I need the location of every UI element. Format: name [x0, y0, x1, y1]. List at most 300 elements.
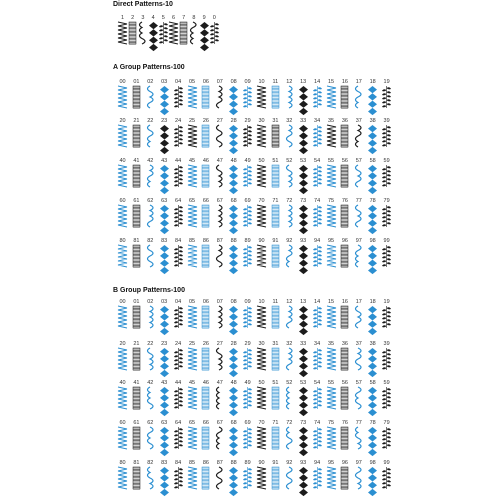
pattern-number: 48 [230, 158, 237, 164]
stitch-pattern-icon [144, 125, 157, 147]
stitch-pattern-icon [297, 205, 310, 227]
stitch-pattern-icon [283, 205, 296, 227]
stitch-pattern-icon [186, 467, 199, 489]
stitch-pattern-icon [352, 165, 365, 187]
pattern-number: 84 [175, 460, 182, 466]
stitch-pattern-icon [366, 467, 379, 489]
pattern-number: 96 [341, 460, 348, 466]
pattern-number: 19 [383, 299, 390, 305]
pattern-number: 86 [202, 460, 209, 466]
pattern-number: 01 [133, 299, 140, 305]
stitch-pattern-icon [172, 125, 185, 147]
stitch-pattern-icon [241, 306, 254, 328]
stitch-pattern-icon [144, 205, 157, 227]
pattern-number: 97 [355, 460, 362, 466]
stitch-pattern-icon [283, 165, 296, 187]
pattern-number: 61 [133, 198, 140, 204]
stitch-pattern-icon [241, 125, 254, 147]
pattern-number: 78 [369, 420, 376, 426]
pattern-number: 79 [383, 420, 390, 426]
stitch-pattern-icon [297, 165, 310, 187]
stitch-pattern-icon [325, 245, 338, 267]
stitch-pattern-icon [338, 467, 351, 489]
pattern-number: 33 [300, 118, 307, 124]
stitch-pattern-icon [325, 348, 338, 370]
pattern-number: 81 [133, 238, 140, 244]
stitch-pattern-icon [352, 306, 365, 328]
pattern-number: 30 [258, 341, 265, 347]
stitch-pattern-icon [186, 86, 199, 108]
pattern-number: 47 [216, 158, 223, 164]
stitch-pattern-icon [130, 205, 143, 227]
pattern-number: 81 [133, 460, 140, 466]
pattern-number: 13 [300, 299, 307, 305]
stitch-pattern-icon [380, 165, 393, 187]
stitch-pattern-icon [338, 125, 351, 147]
stitch-pattern-icon [311, 125, 324, 147]
stitch-pattern-icon [325, 467, 338, 489]
pattern-number: 94 [314, 460, 321, 466]
stitch-pattern-icon [269, 205, 282, 227]
stitch-pattern-icon [338, 245, 351, 267]
pattern-number: 78 [369, 198, 376, 204]
pattern-number: 15 [327, 79, 335, 85]
pattern-number: 91 [272, 238, 279, 244]
group-b-title: B Group Patterns-100 [113, 287, 185, 294]
stitch-pattern-icon [186, 427, 199, 449]
pattern-number: 15 [327, 299, 335, 305]
pattern-number: 63 [161, 420, 168, 426]
pattern-number: 84 [175, 238, 182, 244]
stitch-pattern-icon [172, 348, 185, 370]
stitch-pattern-icon [255, 427, 268, 449]
stitch-pattern-icon [338, 306, 351, 328]
stitch-pattern-icon [366, 387, 379, 409]
stitch-pattern-icon [269, 387, 282, 409]
pattern-number: 58 [369, 158, 376, 164]
pattern-number: 50 [258, 158, 265, 164]
stitch-pattern-icon [311, 387, 324, 409]
pattern-number: 37 [355, 118, 362, 124]
pattern-number: 09 [244, 79, 251, 85]
pattern-number: 43 [161, 380, 168, 386]
pattern-number: 87 [216, 238, 223, 244]
pattern-number: 0 [212, 15, 216, 21]
stitch-pattern-icon [213, 205, 226, 227]
pattern-number: 63 [161, 198, 168, 204]
pattern-number: 05 [188, 299, 196, 305]
stitch-pattern-icon [283, 427, 296, 449]
pattern-number: 28 [230, 341, 237, 347]
pattern-number: 98 [369, 460, 376, 466]
pattern-number: 67 [216, 198, 223, 204]
pattern-number: 65 [188, 420, 196, 426]
pattern-number: 49 [244, 380, 251, 386]
pattern-number: 90 [258, 460, 265, 466]
stitch-pattern-icon [366, 86, 379, 108]
pattern-number: 31 [272, 118, 279, 124]
pattern-number: 25 [188, 341, 196, 347]
pattern-number: 95 [327, 238, 335, 244]
stitch-pattern-icon [380, 306, 393, 328]
stitch-pattern-icon [158, 125, 171, 147]
stitch-pattern-icon [130, 125, 143, 147]
pattern-number: 38 [369, 118, 376, 124]
stitch-pattern-icon [172, 467, 185, 489]
stitch-pattern-icon [144, 86, 157, 108]
stitch-pattern-icon [130, 245, 143, 267]
pattern-number: 75 [327, 420, 335, 426]
stitch-pattern-icon [269, 306, 282, 328]
pattern-number: 21 [133, 118, 140, 124]
pattern-number: 06 [202, 79, 209, 85]
stitch-pattern-icon [241, 427, 254, 449]
pattern-number: 73 [300, 420, 307, 426]
pattern-number: 60 [119, 198, 126, 204]
stitch-pattern-icon [366, 205, 379, 227]
stitch-pattern-icon [199, 387, 212, 409]
pattern-number: 68 [230, 198, 237, 204]
pattern-number: 10 [258, 299, 265, 305]
pattern-number: 07 [216, 299, 223, 305]
stitch-pattern-icon [199, 467, 212, 489]
pattern-number: 59 [383, 158, 390, 164]
stitch-pattern-icon [255, 467, 268, 489]
stitch-pattern-icon [227, 125, 240, 147]
pattern-number: 66 [202, 420, 209, 426]
stitch-pattern-icon [158, 427, 171, 449]
pattern-number: 05 [188, 79, 196, 85]
pattern-number: 76 [341, 420, 348, 426]
stitch-pattern-icon [380, 245, 393, 267]
pattern-number: 03 [161, 299, 168, 305]
pattern-number: 11 [272, 79, 279, 85]
stitch-pattern-icon [297, 348, 310, 370]
pattern-number: 10 [258, 79, 265, 85]
stitch-pattern-icon [213, 245, 226, 267]
pattern-number: 90 [258, 238, 265, 244]
stitch-pattern-icon [130, 467, 143, 489]
group-a-title: A Group Patterns-100 [113, 64, 185, 71]
pattern-number: 14 [314, 79, 321, 85]
pattern-number: 36 [341, 341, 348, 347]
pattern-number: 44 [175, 158, 182, 164]
pattern-number: 51 [272, 158, 279, 164]
pattern-number: 32 [286, 341, 293, 347]
stitch-pattern-icon [352, 348, 365, 370]
stitch-pattern-icon [241, 467, 254, 489]
stitch-pattern-icon [116, 86, 129, 108]
stitch-pattern-icon [255, 125, 268, 147]
stitch-pattern-icon [366, 306, 379, 328]
stitch-pattern-icon [241, 205, 254, 227]
pattern-number: 83 [161, 238, 168, 244]
pattern-number: 92 [286, 460, 293, 466]
pattern-number: 08 [230, 79, 237, 85]
pattern-number: 26 [202, 341, 209, 347]
pattern-number: 59 [383, 380, 390, 386]
pattern-number: 19 [383, 79, 390, 85]
pattern-number: 23 [161, 118, 168, 124]
stitch-pattern-icon [130, 348, 143, 370]
pattern-number: 99 [383, 460, 390, 466]
stitch-pattern-icon [172, 165, 185, 187]
stitch-pattern-icon [338, 387, 351, 409]
stitch-pattern-icon [380, 86, 393, 108]
pattern-number: 12 [286, 299, 293, 305]
stitch-pattern-icon [338, 86, 351, 108]
pattern-number: 72 [286, 198, 293, 204]
pattern-number: 54 [314, 158, 321, 164]
stitch-pattern-icon [352, 467, 365, 489]
pattern-number: 61 [133, 420, 140, 426]
pattern-number: 27 [216, 341, 223, 347]
stitch-pattern-icon [338, 348, 351, 370]
stitch-pattern-icon [158, 165, 171, 187]
pattern-number: 32 [286, 118, 293, 124]
pattern-number: 7 [182, 15, 186, 21]
pattern-number: 34 [314, 341, 321, 347]
pattern-number: 87 [216, 460, 223, 466]
stitch-pattern-icon [144, 165, 157, 187]
stitch-pattern-icon [213, 86, 226, 108]
pattern-number: 62 [147, 198, 154, 204]
stitch-pattern-icon [158, 306, 171, 328]
pattern-number: 39 [383, 341, 390, 347]
pattern-number: 46 [202, 380, 209, 386]
stitch-pattern-icon [213, 387, 226, 409]
pattern-number: 43 [161, 158, 168, 164]
stitch-pattern-icon [172, 86, 185, 108]
pattern-number: 09 [244, 299, 251, 305]
pattern-number: 42 [147, 158, 154, 164]
stitch-pattern-icon [255, 165, 268, 187]
stitch-pattern-icon [241, 348, 254, 370]
pattern-number: 72 [286, 420, 293, 426]
stitch-pattern-icon [283, 245, 296, 267]
stitch-pattern-icon [338, 165, 351, 187]
pattern-number: 52 [286, 158, 293, 164]
stitch-pattern-icon [213, 467, 226, 489]
pattern-number: 20 [119, 341, 126, 347]
stitch-pattern-icon [172, 205, 185, 227]
pattern-number: 67 [216, 420, 223, 426]
stitch-pattern-icon [255, 86, 268, 108]
pattern-number: 44 [175, 380, 182, 386]
stitch-pattern-icon [297, 125, 310, 147]
pattern-number: 00 [119, 79, 126, 85]
stitch-pattern-icon [297, 427, 310, 449]
stitch-pattern-icon [366, 165, 379, 187]
pattern-number: 08 [230, 299, 237, 305]
pattern-number: 82 [147, 238, 154, 244]
pattern-number: 75 [327, 198, 335, 204]
pattern-number: 54 [314, 380, 321, 386]
stitch-pattern-icon [130, 86, 143, 108]
pattern-number: 50 [258, 380, 265, 386]
stitch-pattern-icon [380, 125, 393, 147]
stitch-pattern-icon [116, 205, 129, 227]
pattern-number: 36 [341, 118, 348, 124]
stitch-pattern-icon [352, 245, 365, 267]
pattern-number: 74 [314, 198, 321, 204]
pattern-number: 64 [175, 420, 182, 426]
pattern-number: 30 [258, 118, 265, 124]
stitch-pattern-icon [227, 165, 240, 187]
pattern-number: 25 [188, 118, 196, 124]
stitch-pattern-icon [366, 427, 379, 449]
pattern-number: 02 [147, 299, 154, 305]
pattern-number: 76 [341, 198, 348, 204]
stitch-pattern-icon [213, 125, 226, 147]
pattern-number: 03 [161, 79, 168, 85]
stitch-pattern-icon [255, 245, 268, 267]
pattern-number: 35 [327, 118, 335, 124]
stitch-pattern-icon [227, 467, 240, 489]
pattern-number: 42 [147, 380, 154, 386]
pattern-number: 70 [258, 198, 265, 204]
stitch-pattern-icon [297, 467, 310, 489]
stitch-pattern-icon [144, 348, 157, 370]
stitch-pattern-icon [352, 125, 365, 147]
pattern-number: 2 [131, 15, 135, 21]
stitch-pattern-icon [325, 306, 338, 328]
stitch-pattern-icon [213, 348, 226, 370]
stitch-pattern-icon [172, 427, 185, 449]
stitch-pattern-icon [199, 205, 212, 227]
pattern-number: 28 [230, 118, 237, 124]
pattern-number: 71 [272, 198, 279, 204]
stitch-pattern-icon [325, 86, 338, 108]
stitch-pattern-icon [186, 306, 199, 328]
pattern-number: 96 [341, 238, 348, 244]
stitch-pattern-icon [227, 86, 240, 108]
pattern-number: 53 [300, 380, 307, 386]
pattern-number: 41 [133, 380, 140, 386]
pattern-number: 85 [188, 238, 196, 244]
direct-patterns-title: Direct Patterns-10 [113, 1, 173, 8]
stitch-pattern-icon [297, 306, 310, 328]
stitch-pattern-icon [311, 427, 324, 449]
stitch-pattern-icon [269, 467, 282, 489]
stitch-pattern-icon [144, 306, 157, 328]
pattern-number: 12 [286, 79, 293, 85]
pattern-number: 89 [244, 460, 251, 466]
pattern-number: 27 [216, 118, 223, 124]
pattern-number: 79 [383, 198, 390, 204]
pattern-number: 11 [272, 299, 279, 305]
stitch-pattern-icon [116, 165, 129, 187]
stitch-pattern-icon [144, 387, 157, 409]
pattern-number: 73 [300, 198, 307, 204]
stitch-pattern-icon [311, 86, 324, 108]
pattern-number: 14 [314, 299, 321, 305]
pattern-number: 58 [369, 380, 376, 386]
pattern-number: 57 [355, 380, 362, 386]
pattern-number: 24 [175, 118, 182, 124]
pattern-number: 01 [133, 79, 140, 85]
stitch-pattern-icon [241, 86, 254, 108]
pattern-number: 51 [272, 380, 279, 386]
stitch-pattern-icon [380, 387, 393, 409]
stitch-pattern-icon [186, 125, 199, 147]
pattern-number: 71 [272, 420, 279, 426]
stitch-pattern-icon [255, 348, 268, 370]
pattern-number: 29 [244, 118, 251, 124]
pattern-number: 80 [119, 238, 126, 244]
pattern-number: 26 [202, 118, 209, 124]
stitch-pattern-icon [255, 205, 268, 227]
pattern-number: 40 [119, 380, 126, 386]
stitch-pattern-icon [227, 205, 240, 227]
pattern-number: 35 [327, 341, 335, 347]
pattern-number: 16 [341, 79, 348, 85]
pattern-number: 00 [119, 299, 126, 305]
pattern-number: 16 [341, 299, 348, 305]
stitch-pattern-icon [208, 22, 221, 44]
stitch-pattern-icon [116, 467, 129, 489]
stitch-pattern-icon [311, 165, 324, 187]
stitch-pattern-icon [227, 306, 240, 328]
stitch-pattern-icon [186, 348, 199, 370]
stitch-pattern-icon [172, 245, 185, 267]
pattern-number: 22 [147, 341, 154, 347]
stitch-pattern-icon [144, 245, 157, 267]
stitch-pattern-icon [227, 387, 240, 409]
pattern-number: 93 [300, 460, 307, 466]
pattern-number: 37 [355, 341, 362, 347]
stitch-pattern-icon [269, 125, 282, 147]
pattern-number: 93 [300, 238, 307, 244]
stitch-pattern-icon [366, 348, 379, 370]
pattern-number: 94 [314, 238, 321, 244]
stitch-pattern-icon [269, 245, 282, 267]
pattern-number: 95 [327, 460, 335, 466]
stitch-pattern-icon [158, 387, 171, 409]
pattern-number: 49 [244, 158, 251, 164]
pattern-number: 97 [355, 238, 362, 244]
pattern-number: 68 [230, 420, 237, 426]
pattern-number: 24 [175, 341, 182, 347]
stitch-pattern-icon [325, 387, 338, 409]
pattern-number: 74 [314, 420, 321, 426]
stitch-pattern-icon [199, 86, 212, 108]
stitch-pattern-icon [338, 427, 351, 449]
pattern-number: 5 [161, 15, 165, 21]
pattern-number: 45 [188, 158, 196, 164]
pattern-number: 4 [151, 15, 155, 21]
stitch-pattern-icon [311, 306, 324, 328]
pattern-number: 80 [119, 460, 126, 466]
stitch-pattern-icon [325, 165, 338, 187]
stitch-pattern-icon [116, 348, 129, 370]
stitch-pattern-icon [172, 306, 185, 328]
stitch-pattern-icon [213, 165, 226, 187]
pattern-number: 77 [355, 198, 362, 204]
stitch-pattern-icon [352, 427, 365, 449]
stitch-pattern-icon [297, 245, 310, 267]
stitch-pattern-icon [199, 348, 212, 370]
stitch-pattern-icon [158, 245, 171, 267]
stitch-pattern-icon [158, 86, 171, 108]
stitch-pattern-icon [325, 427, 338, 449]
stitch-pattern-icon [186, 205, 199, 227]
pattern-number: 34 [314, 118, 321, 124]
stitch-pattern-icon [227, 348, 240, 370]
pattern-number: 1 [120, 15, 125, 21]
pattern-number: 02 [147, 79, 154, 85]
pattern-number: 62 [147, 420, 154, 426]
